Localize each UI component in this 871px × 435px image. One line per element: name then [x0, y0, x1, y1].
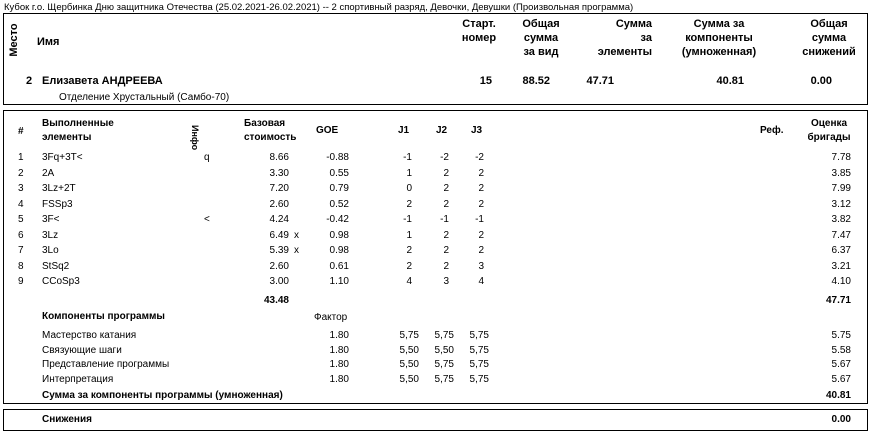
component-factor: 1.80 — [329, 344, 349, 356]
element-j2: 2 — [443, 167, 449, 179]
element-goe: 0.98 — [329, 229, 349, 241]
element-row — [4, 261, 867, 275]
document-title: Кубок г.о. Щербинка Дню защитника Отечества (25.02.2021-26.02.2021) -- 2 спортивный разряд, Девочки, Девушки (Произвольная программа) — [4, 2, 634, 13]
skater-name: Елизавета АНДРЕЕВА — [42, 75, 163, 87]
skater-total: 88.52 — [522, 75, 550, 87]
element-j1: 2 — [406, 260, 412, 272]
element-base-value: 6.49 — [269, 229, 289, 241]
factor-header: Фактор — [314, 312, 348, 323]
component-factor: 1.80 — [329, 359, 349, 371]
element-score: 6.37 — [831, 245, 851, 256]
component-name: Связующие шаги — [42, 344, 122, 356]
element-goe: 0.61 — [329, 260, 349, 272]
element-j3: -2 — [475, 152, 484, 163]
element-code: CCoSp3 — [42, 276, 80, 287]
element-j3: -1 — [475, 214, 484, 225]
element-row — [4, 168, 867, 182]
component-j2: 5,75 — [434, 330, 454, 341]
component-row — [4, 374, 867, 388]
component-score: 5.67 — [831, 374, 851, 386]
element-j3: 2 — [478, 245, 484, 256]
place-header: Место — [8, 23, 20, 57]
element-j3: 3 — [478, 260, 484, 272]
element-row — [4, 152, 867, 166]
skater-start-number: 15 — [479, 75, 492, 87]
skater-club: Отделение Хрустальный (Самбо-70) — [59, 92, 230, 103]
elements-components-box — [3, 110, 868, 404]
element-j1: 1 — [406, 229, 412, 241]
element-base-value: 2.60 — [269, 198, 289, 210]
total-score-header: Общая сумма за вид — [522, 18, 560, 58]
element-number: 7 — [18, 245, 24, 256]
element-j3: 4 — [478, 276, 484, 287]
component-j1: 5,75 — [399, 330, 419, 341]
name-header: Имя — [37, 36, 60, 48]
element-j1: 1 — [406, 167, 412, 179]
element-j1: 2 — [406, 245, 412, 256]
element-number: 3 — [18, 183, 24, 194]
j3-header: J3 — [471, 125, 483, 136]
element-goe: 0.52 — [329, 198, 349, 210]
element-score: 7.78 — [831, 152, 851, 163]
components-total-label: Сумма за компоненты программы (умноженная) — [42, 390, 283, 401]
deductions-label: Снижения — [42, 414, 92, 425]
element-row — [4, 276, 867, 290]
ref-header: Реф. — [760, 125, 784, 136]
element-j3: 2 — [478, 183, 484, 194]
element-base-value: 8.66 — [269, 152, 289, 163]
base-value-header: Базовая стоимость — [244, 118, 297, 143]
panel-score-header: Оценка бригады — [807, 118, 851, 143]
component-j1: 5,50 — [399, 344, 419, 356]
element-code: 2A — [42, 167, 55, 179]
component-row — [4, 345, 867, 359]
skater-place: 2 — [26, 75, 33, 87]
component-name: Интерпретация — [42, 374, 114, 386]
element-j2: 2 — [443, 245, 449, 256]
element-j2: -2 — [440, 152, 449, 163]
element-code: 3Fq+3T< — [42, 152, 83, 163]
component-j1: 5,50 — [399, 374, 419, 386]
element-score: 3.85 — [831, 167, 851, 179]
element-j2: 3 — [443, 276, 449, 287]
j1-header: J1 — [398, 125, 410, 136]
elements-base-total: 43.48 — [263, 295, 289, 306]
element-score: 4.10 — [831, 276, 851, 287]
component-name: Представление программы — [42, 359, 170, 371]
element-bonus-mark: x — [294, 229, 299, 241]
element-row — [4, 183, 867, 197]
element-goe: 0.98 — [329, 245, 349, 256]
component-j1: 5,50 — [399, 359, 419, 371]
element-j3: 2 — [478, 229, 484, 241]
component-score: 5.75 — [831, 330, 851, 341]
element-base-value: 2.60 — [269, 260, 289, 272]
component-factor: 1.80 — [329, 330, 349, 341]
element-row — [4, 199, 867, 213]
element-base-value: 7.20 — [269, 183, 289, 194]
elements-header: Выполненные элементы — [42, 118, 114, 143]
element-score: 7.47 — [831, 229, 851, 241]
element-j1: -1 — [403, 214, 412, 225]
element-number: 8 — [18, 260, 24, 272]
element-goe: 1.10 — [329, 276, 349, 287]
element-base-value: 3.00 — [269, 276, 289, 287]
elements-sum-header: Сумма за элементы — [597, 18, 652, 58]
element-j3: 2 — [478, 167, 484, 179]
element-number: 9 — [18, 276, 24, 287]
element-j2: 2 — [443, 198, 449, 210]
component-j3: 5,75 — [469, 344, 489, 356]
skater-elements-score: 47.71 — [586, 75, 614, 87]
component-row — [4, 359, 867, 373]
element-number: 6 — [18, 229, 24, 241]
element-bonus-mark: x — [294, 245, 299, 256]
element-row — [4, 245, 867, 259]
component-score: 5.58 — [831, 344, 851, 356]
component-j2: 5,75 — [434, 374, 454, 386]
component-factor: 1.80 — [329, 374, 349, 386]
num-header: # — [18, 126, 24, 137]
element-j1: 2 — [406, 198, 412, 210]
element-number: 1 — [18, 152, 24, 163]
element-j2: 2 — [443, 260, 449, 272]
element-score: 7.99 — [831, 183, 851, 194]
element-code: FSSp3 — [42, 198, 73, 210]
element-number: 4 — [18, 198, 24, 210]
start-number-header: Старт. номер — [461, 18, 497, 44]
components-total-score: 40.81 — [825, 390, 851, 401]
element-j2: -1 — [440, 214, 449, 225]
element-j2: 2 — [443, 183, 449, 194]
element-number: 5 — [18, 214, 24, 225]
element-j2: 2 — [443, 229, 449, 241]
element-info: < — [204, 214, 210, 225]
element-j1: -1 — [403, 152, 412, 163]
info-header: Инфо — [190, 125, 200, 151]
skater-summary-box — [3, 13, 868, 105]
component-row — [4, 330, 867, 344]
skater-components-score: 40.81 — [716, 75, 744, 87]
element-j3: 2 — [478, 198, 484, 210]
element-goe: 0.55 — [329, 167, 349, 179]
component-score: 5.67 — [831, 359, 851, 371]
deductions-box — [3, 409, 868, 431]
j2-header: J2 — [436, 125, 448, 136]
element-code: 3F< — [42, 214, 60, 225]
element-code: 3Lo — [42, 245, 59, 256]
element-code: StSq2 — [42, 260, 70, 272]
element-score: 3.12 — [831, 198, 851, 210]
components-title: Компоненты программы — [42, 311, 165, 322]
element-code: 3Lz — [42, 229, 59, 241]
deductions-total-header: Общая сумма снижений — [802, 18, 856, 58]
element-goe: -0.88 — [326, 152, 349, 163]
element-base-value: 4.24 — [269, 214, 289, 225]
element-base-value: 3.30 — [269, 167, 289, 179]
component-name: Мастерство катания — [42, 330, 137, 341]
element-goe: -0.42 — [326, 214, 349, 225]
elements-score-total: 47.71 — [825, 295, 851, 306]
component-j3: 5,75 — [469, 330, 489, 341]
component-j2: 5,75 — [434, 359, 454, 371]
components-sum-header: Сумма за компоненты (умноженная) — [681, 18, 757, 58]
element-info: q — [204, 152, 210, 163]
element-score: 3.82 — [831, 214, 851, 225]
component-j2: 5,50 — [434, 344, 454, 356]
element-code: 3Lz+2T — [42, 183, 76, 194]
element-goe: 0.79 — [329, 183, 349, 194]
component-j3: 5,75 — [469, 359, 489, 371]
element-number: 2 — [18, 167, 24, 179]
element-row — [4, 214, 867, 228]
element-row — [4, 230, 867, 244]
element-base-value: 5.39 — [269, 245, 289, 256]
deductions-score: 0.00 — [831, 414, 851, 425]
goe-header: GOE — [316, 125, 339, 136]
component-j3: 5,75 — [469, 374, 489, 386]
element-j1: 4 — [406, 276, 412, 287]
element-j1: 0 — [406, 183, 412, 194]
element-score: 3.21 — [831, 260, 851, 272]
skater-deductions: 0.00 — [810, 75, 832, 87]
